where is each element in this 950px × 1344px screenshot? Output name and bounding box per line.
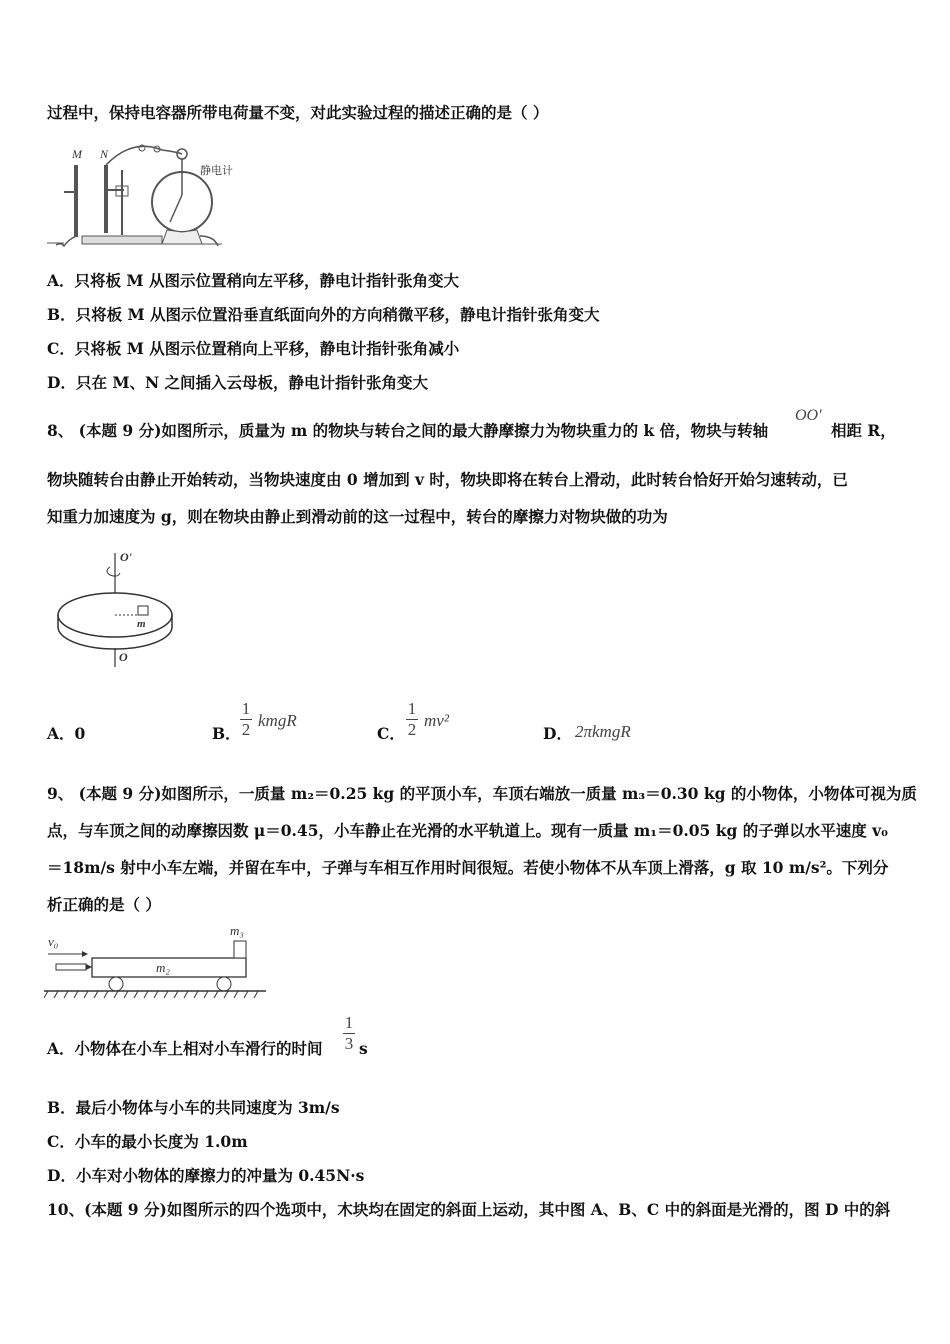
q9-line4: 析正确的是（ ）: [47, 895, 161, 914]
q9-option-a-denominator: 3: [344, 1034, 354, 1053]
figure-label-mass: m: [137, 618, 146, 630]
q9-option-a: A．小物体在小车上相对小车滑行的时间: [47, 1039, 323, 1058]
q7-option-d: D．只在 M、N 之间插入云母板，静电计指针张角变大: [47, 373, 429, 392]
q8-option-d-expr: 2πkmgR: [575, 722, 631, 741]
figure-label-m: M: [72, 147, 82, 161]
q7-option-c: C．只将板 M 从图示位置稍向上平移，静电计指针张角减小: [47, 339, 460, 358]
electrometer-figure: [42, 140, 252, 255]
q9-option-d: D．小车对小物体的摩擦力的冲量为 0.45N·s: [47, 1166, 365, 1185]
q9-option-c: C．小车的最小长度为 1.0m: [47, 1132, 248, 1151]
q8-option-b-fraction: [240, 700, 252, 739]
q10-line1: 10、(本题 9 分)如图所示的四个选项中，木块均在固定的斜面上运动，其中图 A、B、C 中的斜面是光滑的，图 D 中的斜: [47, 1200, 891, 1219]
q8-option-c-fraction: [406, 700, 418, 739]
q8-line2: 物块随转台由静止开始转动，当物块速度由 0 增加到 v 时，物块即将在转台上滑动，此时转台恰好开始匀速转动，已: [47, 470, 848, 489]
cart-figure: [44, 920, 269, 1002]
q9-option-b: B．最后小物体与小车的共同速度为 3m/s: [47, 1098, 340, 1117]
q9-option-a-fraction: [343, 1014, 355, 1053]
q8-line1: [47, 421, 768, 441]
figure-label-m2: m₂: [156, 960, 170, 975]
q7-option-b: B．只将板 M 从图示位置沿垂直纸面向外的方向稍微平移，静电计指针张角变大: [47, 305, 600, 324]
q9-option-a-unit: s: [359, 1039, 368, 1058]
figure-label-meter: 静电计: [200, 164, 233, 177]
q8-option-b-numerator: 1: [241, 699, 251, 718]
q8-option-b-label: B．: [212, 724, 241, 743]
figure-label-o: O: [119, 650, 128, 664]
q8-line3: 知重力加速度为 g，则在物块由静止到滑动前的这一过程中，转台的摩擦力对物块做的功为: [47, 507, 668, 526]
q8-option-c-expr: mv²: [424, 711, 449, 730]
q8-line1-text: 8、 (本题 9 分)如图所示，质量为 m 的物块与转台之间的最大静摩擦力为物块重力的 k 倍，物块与转轴: [47, 421, 769, 440]
q8-option-c-numerator: 1: [407, 699, 417, 718]
figure-label-m3: m₃: [230, 923, 244, 938]
q8-line1-end: 相距 R，: [831, 421, 896, 440]
q8-option-c-denominator: 2: [407, 720, 417, 739]
q9-line1: 9、 (本题 9 分)如图所示，一质量 m₂＝0.25 kg 的平顶小车，车顶右端放一质量 m₃＝0.30 kg 的小物体，小物体可视为质: [47, 784, 917, 803]
q9-line3: ＝18m/s 射中小车左端，并留在车中，子弹与车相互作用时间很短。若使小物体不从车顶上滑落，g 取 10 m/s²。下列分: [47, 858, 889, 877]
q8-option-b-denominator: 2: [241, 720, 251, 739]
figure-label-o-prime: O': [120, 550, 132, 564]
q8-axis-label: OO': [795, 407, 822, 424]
q7-option-a: A．只将板 M 从图示位置稍向左平移，静电计指针张角变大: [47, 271, 459, 290]
figure-label-n: N: [100, 147, 109, 161]
turntable-figure: [52, 545, 182, 670]
q8-option-b-expr: kmgR: [258, 711, 297, 730]
q9-option-a-numerator: 1: [344, 1013, 354, 1032]
q8-option-a-label: A．: [47, 724, 75, 743]
q7-stem: 过程中，保持电容器所带电荷量不变，对此实验过程的描述正确的是（ ）: [47, 103, 549, 122]
q8-option-c-label: C．: [377, 724, 405, 743]
q8-option-d-label: D．: [543, 724, 572, 743]
q9-line2: 点，与车顶之间的动摩擦因数 μ＝0.45，小车静止在光滑的水平轨道上。现有一质量 m₁＝0.05 kg 的子弹以水平速度 v₀: [47, 821, 888, 840]
q8-option-a: [47, 724, 85, 744]
figure-label-v0: v₀: [48, 934, 59, 949]
q8-option-a-value: 0: [74, 724, 86, 743]
